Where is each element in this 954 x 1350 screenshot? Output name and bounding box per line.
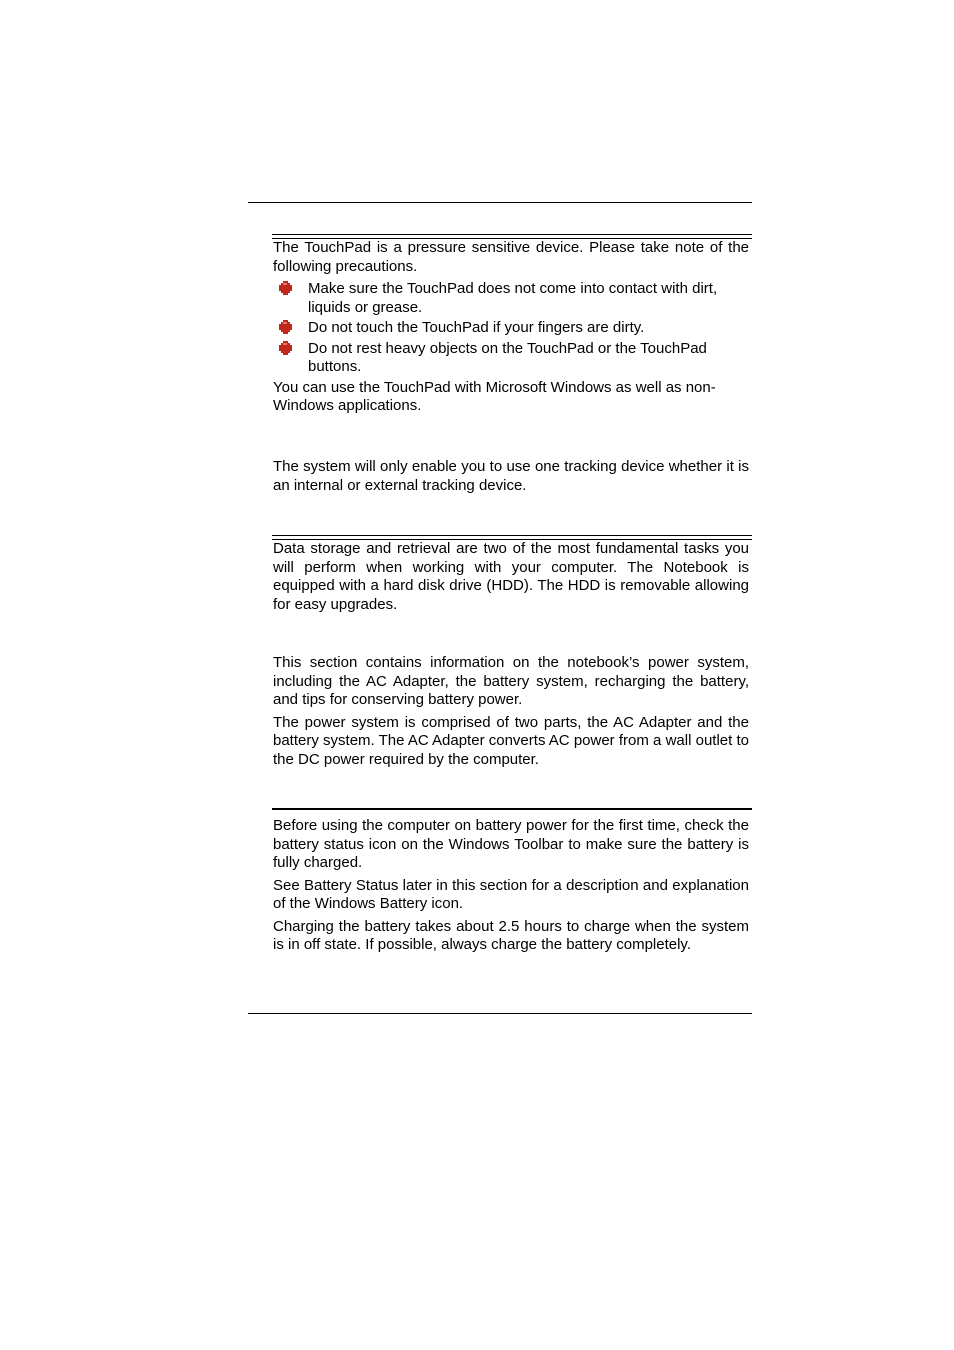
red-bullet-icon: [279, 281, 292, 295]
battery-paragraph: See Battery Status later in this section for a description and explanation of the Windows Battery icon.: [273, 876, 749, 912]
storage-text: Data storage and retrieval are two of the most fundamental tasks you will perform when working with your computer. The Notebook is equipped with a hard disk drive (HDD). The HDD is removable allowing for easy upgrades.: [273, 540, 749, 613]
tracking-note-block: [273, 458, 749, 499]
battery-paragraph: Before using the computer on battery power for the first time, check the battery status icon on the Windows Toolbar to make sure the battery is fully charged.: [273, 817, 749, 871]
precaution-text: Make sure the TouchPad does not come into contact with dirt, liquids or grease.: [308, 280, 718, 316]
list-item: [273, 319, 749, 338]
storage-section: [273, 540, 749, 618]
touchpad-section: [273, 239, 749, 420]
power-section: [273, 654, 749, 773]
touchpad-intro: The TouchPad is a pressure sensitive device. Please take note of the following precautions.: [273, 239, 749, 275]
list-item: [273, 280, 749, 317]
touchpad-usage: You can use the TouchPad with Microsoft Windows as well as non-Windows applications.: [273, 378, 716, 414]
tracking-note: The system will only enable you to use one tracking device whether it is an internal or external tracking device.: [273, 458, 749, 494]
power-parts: The power system is comprised of two parts, the AC Adapter and the battery system. The AC Adapter converts AC power from a wall outlet to the DC power required by the computer.: [273, 713, 749, 768]
power-intro: This section contains information on the notebook’s power system, including the AC Adapter, the battery system, recharging the battery, and tips for conserving battery power.: [273, 654, 749, 708]
battery-section-rule: [272, 808, 752, 810]
header-rule: [248, 202, 752, 203]
precaution-list: [273, 280, 749, 377]
battery-section: [273, 817, 749, 959]
list-item: [273, 340, 749, 377]
footer-rule: [248, 1013, 752, 1014]
precaution-text: Do not rest heavy objects on the TouchPad or the TouchPad buttons.: [308, 339, 707, 375]
precaution-text: Do not touch the TouchPad if your fingers are dirty.: [308, 319, 645, 336]
battery-paragraph: Charging the battery takes about 2.5 hours to charge when the system is in off state. If possible, always charge the battery completely.: [273, 917, 749, 953]
red-bullet-icon: [279, 341, 292, 355]
red-bullet-icon: [279, 320, 292, 334]
